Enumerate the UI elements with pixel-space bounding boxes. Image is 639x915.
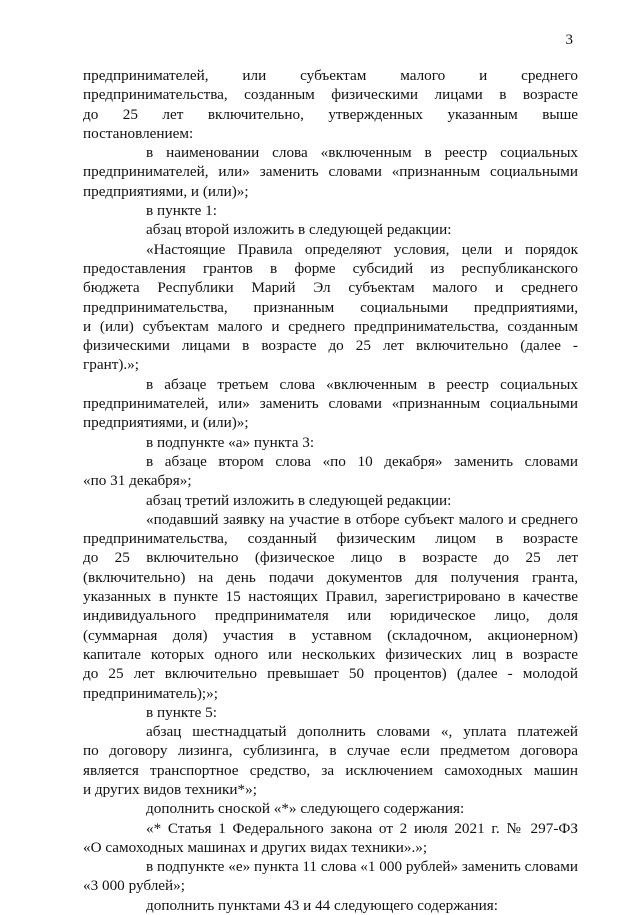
text-line: «* Статья 1 Федерального закона от 2 июля 2021 г. № 297-ФЗ [146,819,578,837]
text-line: «О самоходных машинах и других видах техники».»; [83,838,428,856]
text-line: предоставления грантов в форме субсидий из республиканского [83,259,578,277]
text-line: и других видов техники*»; [83,780,257,798]
text-line: до 25 лет включительно, утвержденных указанным выше [83,105,578,123]
text-line: абзац второй изложить в следующей редакции: [146,221,452,239]
text-line: «подавший заявку на участие в отборе субъект малого и среднего [146,510,578,528]
text-line: бюджета Республики Марий Эл субъектам малого и среднего [83,279,578,297]
text-line: в пункте 5: [146,703,217,721]
text-line: до 25 включительно (физическое лицо в возрасте до 25 лет [83,549,578,567]
text-line: постановлением: [83,124,194,142]
text-line: (включительно) на день подачи документов для получения гранта, [83,568,578,586]
text-line: «Настоящие Правила определяют условия, цели и порядок [146,240,578,258]
text-line: «по 31 декабря»; [83,472,192,490]
text-line: предпринимателей, или» заменить словами «признанным социальными [83,395,578,413]
text-line: в наименовании слова «включенным в реестр социальных [146,144,578,162]
text-line: в подпункте «а» пункта 3: [146,433,315,451]
text-line: является транспортное средство, за исключением самоходных машин [83,761,578,779]
text-line: по договору лизинга, сублизинга, в случае если предметом договора [83,742,578,760]
text-line: в абзаце втором слова «по 10 декабря» заменить словами [146,452,578,470]
text-line: «3 000 рублей»; [83,877,185,895]
text-line: предприниматель);»; [83,684,218,702]
text-line: предпринимателей, или» заменить словами «признанным социальными [83,163,578,181]
text-line: грант).»; [83,356,139,374]
document-body [83,66,578,915]
text-line: дополнить сноской «*» следующего содержания: [146,800,465,818]
text-line: дополнить пунктами 43 и 44 следующего содержания: [146,896,498,914]
text-line: предприятиями, и (или)»; [83,182,249,200]
text-line: (суммарная доля) участия в уставном (складочном, акционерном) [83,626,578,644]
text-line: абзац третий изложить в следующей редакции: [146,491,452,509]
text-line: указанных в пункте 15 настоящих Правил, зарегистрировано в качестве [83,588,578,606]
text-line: предпринимателей, или субъектам малого и среднего [83,67,578,84]
text-line: в подпункте «е» пункта 11 слова «1 000 рублей» заменить словами [146,858,578,876]
text-line: предприятиями, и (или)»; [83,414,249,432]
text-line: индивидуального предпринимателя или юридическое лицо, доля [83,607,578,625]
text-line: предпринимательства, созданным физическими лицами в возрасте [83,86,578,104]
text-line: и (или) субъектам малого и среднего предпринимательства, созданным [83,317,578,335]
text-line: физическими лицами в возрасте до 25 лет включительно (далее - [83,337,578,355]
page-number: 3 [565,32,573,48]
text-line: в пункте 1: [146,202,217,220]
text-line: до 25 лет включительно превышает 50 процентов) (далее - молодой [83,665,578,683]
text-line: предпринимательства, созданный физическим лицом в возрасте [83,530,578,548]
text-line: в абзаце третьем слова «включенным в реестр социальных [146,375,578,393]
text-line: предпринимательства, признанным социальными предприятиями, [83,298,578,316]
text-line: капитале которых одного или нескольких физических лиц в возрасте [83,645,578,663]
text-line: абзац шестнадцатый дополнить словами «, уплата платежей [146,723,578,741]
